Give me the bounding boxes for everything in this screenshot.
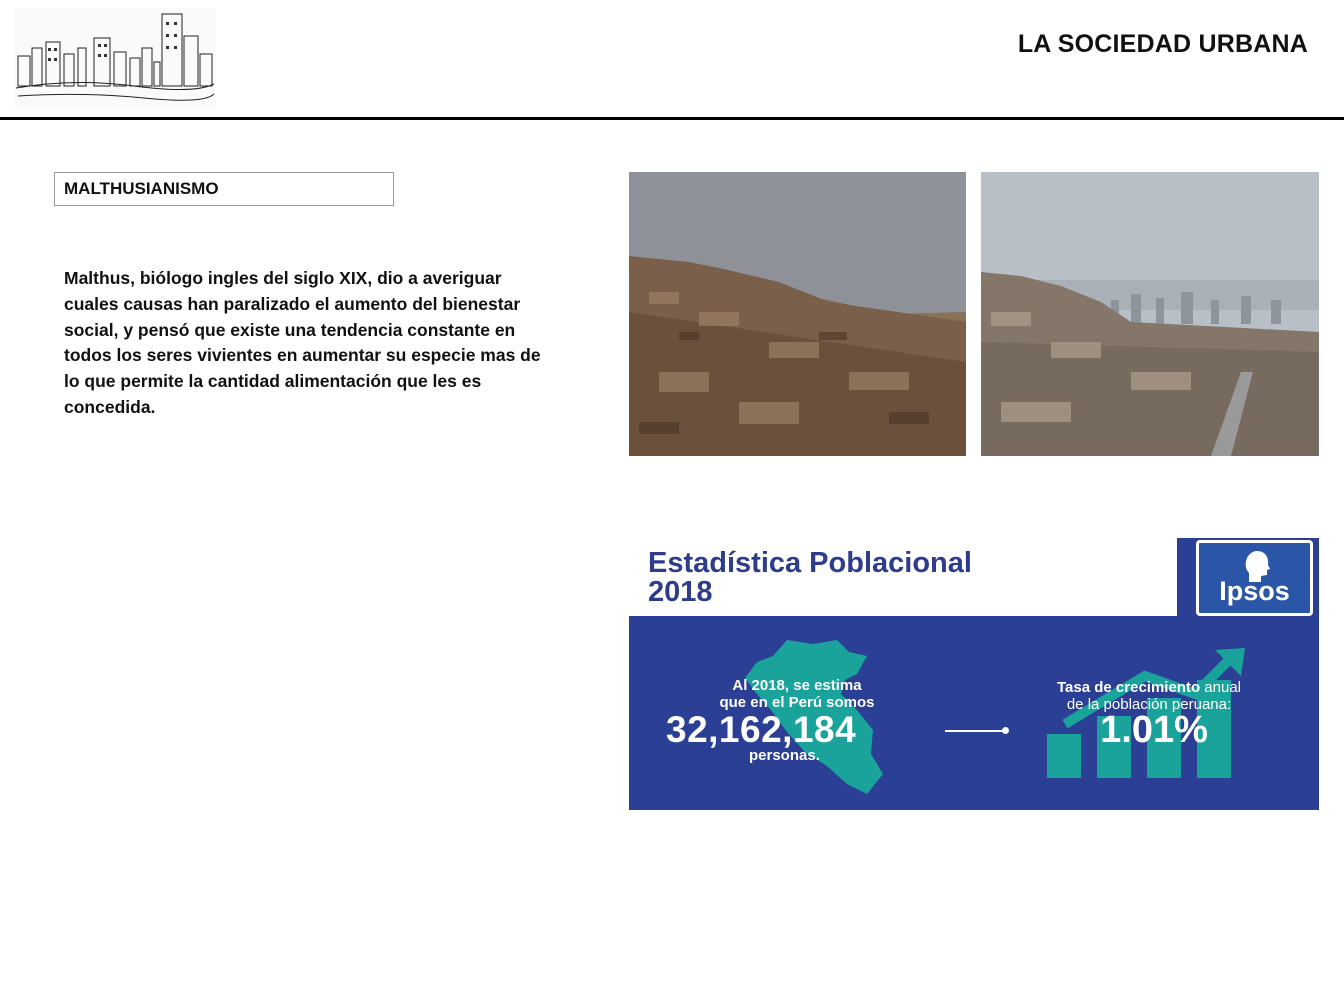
estimate-line2: que en el Perú somos xyxy=(719,694,875,711)
growth-rate-label-bold: Tasa de crecimiento xyxy=(1057,679,1201,696)
growth-rate-value: 1.01% xyxy=(1100,709,1208,751)
population-infographic xyxy=(629,538,1319,810)
connector-line xyxy=(945,730,1005,732)
infographic-header xyxy=(629,538,1177,616)
ipsos-logo xyxy=(1196,540,1313,616)
population-number: 32,162,184 xyxy=(666,709,857,750)
infographic-title-line2: 2018 xyxy=(648,576,713,608)
header-divider xyxy=(0,117,1344,120)
estimate-text xyxy=(697,677,897,711)
city-skyline-sketch-icon xyxy=(14,8,216,108)
brand-label: Ipsos xyxy=(1219,576,1290,606)
growth-rate-line1 xyxy=(1009,679,1289,696)
page-title: LA SOCIEDAD URBANA xyxy=(1017,30,1308,58)
growth-rate-text xyxy=(1009,679,1289,713)
hillside-settlement-photo xyxy=(629,172,966,456)
estimate-line1: Al 2018, se estima xyxy=(732,677,862,694)
infographic-title-line1: Estadística Poblacional xyxy=(648,547,972,579)
growth-rate-label-rest: anual xyxy=(1200,679,1241,696)
connector-dot xyxy=(1002,727,1009,734)
population-unit: personas. xyxy=(749,747,820,764)
infographic-title xyxy=(648,549,972,607)
city-districts-photo xyxy=(981,172,1319,456)
growth-rate-line2: de la población peruana: xyxy=(1066,696,1232,713)
section-label-box: MALTHUSIANISMO xyxy=(54,172,394,206)
section-body-text: Malthus, biólogo ingles del siglo XIX, dio a averiguar cuales causas han paralizado el aumento del bienestar social, y pensó que existe una tendencia constante en todos los seres vivientes en aumentar su especie mas de lo que permite la cantidad alimentación que les es concedida. xyxy=(64,268,541,417)
